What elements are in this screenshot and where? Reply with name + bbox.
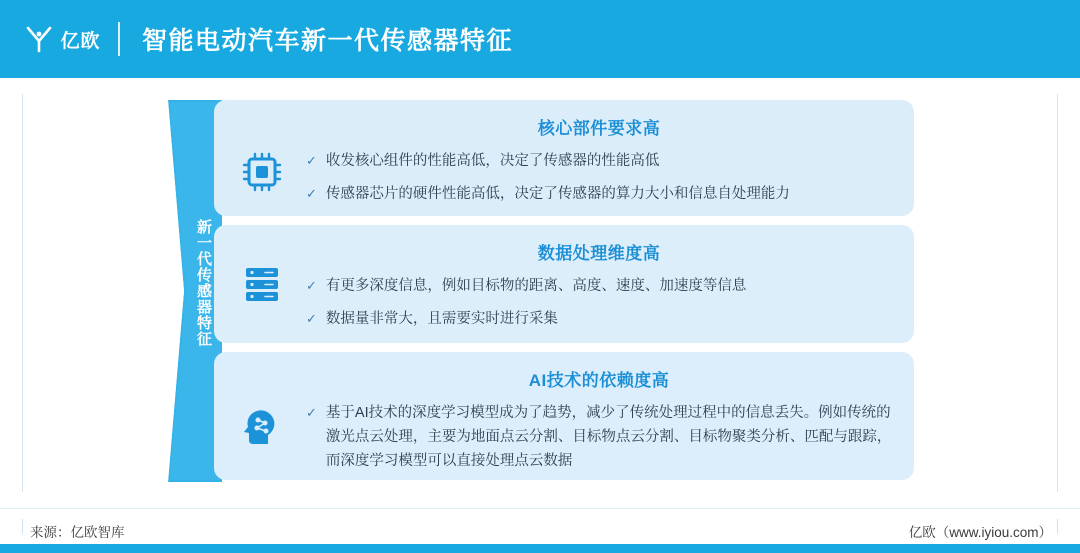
card-title: AI技术的依赖度高 [528,371,670,390]
check-icon: ✓ [306,278,317,293]
footer [0,508,1080,553]
list-item [306,307,892,331]
footer-accent-bar [0,544,1080,553]
logo-text: 亿欧 [60,30,101,52]
left-guide-line [22,94,23,492]
chip-icon [236,146,288,198]
card-ai-dependency [214,352,914,480]
list-item [306,182,892,206]
list-item [306,401,892,473]
header-bar [0,0,1080,78]
check-icon: ✓ [306,186,317,201]
list-item [306,149,892,173]
bullet-text: 基于AI技术的深度学习模型成为了趋势，减少了传统处理过程中的信息丢失。例如传统的激光点云处理，主要为地面点云分割、目标物点云分割、目标物聚类分析、匹配与跟踪，而深度学习模型可以直接处理点云数据 [325,405,892,469]
footer-tick-left [22,519,23,534]
bullet-text: 有更多深度信息，例如目标物的距离、高度、速度、加速度等信息 [325,278,747,294]
bullet-text: 传感器芯片的硬件性能高低，决定了传感器的算力大小和信息自处理能力 [325,186,790,202]
page-title: 智能电动汽车新一代传感器特征 [142,27,514,55]
yiou-logo-icon [25,24,53,54]
card-bullet-list [306,149,892,206]
brand-text: 亿欧（www.iyiou.com） [908,525,1052,540]
check-icon: ✓ [306,311,317,326]
card-data-dimension [214,225,914,343]
ai-brain-head-icon [236,400,288,452]
check-icon: ✓ [306,153,317,168]
cards-container [214,100,914,480]
check-icon: ✓ [306,405,317,420]
bullet-text: 数据量非常大，且需要实时进行采集 [325,311,558,327]
list-item [306,274,892,298]
content-area [0,78,1080,508]
bullet-text: 收发核心组件的性能高低，决定了传感器的性能高低 [325,153,660,169]
footer-tick-right [1057,519,1058,534]
category-banner-label: 新一代传感器特征 [195,219,212,347]
card-bullet-list [306,401,892,473]
logo [0,24,118,54]
card-core-components [214,100,914,216]
card-title: 核心部件要求高 [537,119,661,138]
right-guide-line [1057,94,1058,492]
header-divider [118,22,120,56]
source-text: 来源：亿欧智库 [30,525,125,540]
card-bullet-list [306,274,892,331]
card-title: 数据处理维度高 [537,244,661,263]
server-stack-icon [236,258,288,310]
